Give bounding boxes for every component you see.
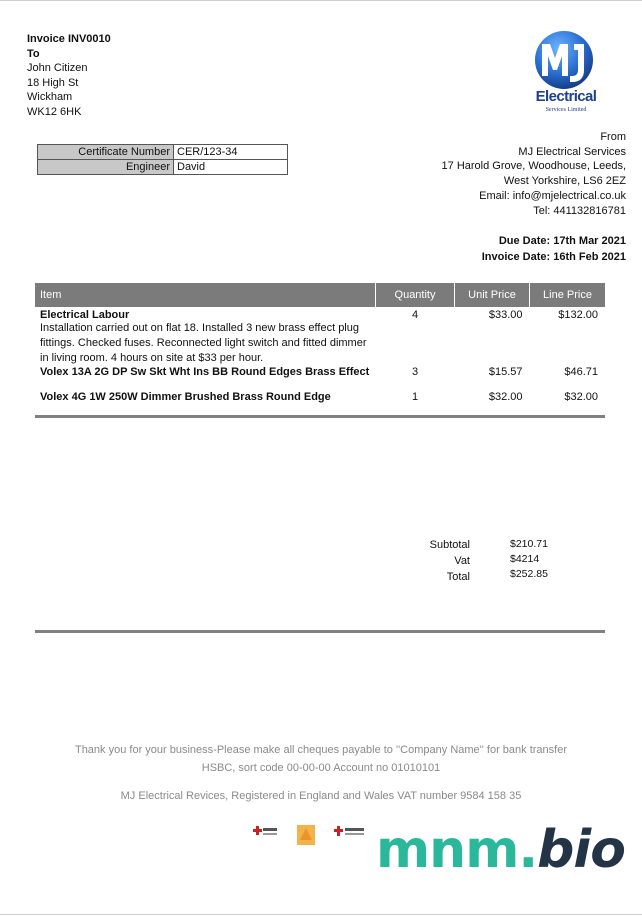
due-date: Due Date: 17th Mar 2021	[498, 235, 626, 247]
engineer-value: David	[174, 160, 288, 175]
footer-registration: MJ Electrical Revices, Registered in England and Wales VAT number 9584 158 35	[120, 790, 522, 802]
certificate-row	[38, 145, 288, 160]
vat-label: Vat	[454, 555, 470, 567]
company-logo	[528, 30, 604, 120]
totals-labels	[400, 537, 470, 585]
dates-block	[482, 234, 626, 265]
header-item: Item	[35, 283, 376, 307]
header-quantity: Quantity	[376, 283, 455, 307]
watermark-part2: bio	[537, 820, 625, 880]
from-block	[442, 130, 626, 218]
logo-subtitle: Services Limited	[545, 107, 587, 113]
customer-name: John Citizen	[27, 62, 88, 74]
item-quantity: 3	[411, 366, 419, 378]
logo-wordmark: Electrical	[535, 88, 597, 105]
item-line-price: $32.00	[564, 391, 598, 403]
header-unit-price: Unit Price	[455, 283, 530, 307]
items-divider	[35, 415, 605, 418]
item-unit-price: $33.00	[488, 309, 523, 321]
bottom-border	[0, 914, 642, 915]
item-line-price: $46.71	[564, 366, 598, 378]
invoice-date: Invoice Date: 16th Feb 2021	[481, 250, 626, 263]
customer-street: 18 High St	[27, 76, 79, 89]
item-line-price: $132.00	[558, 309, 598, 321]
customer-town: Wickham	[27, 91, 73, 103]
company-email: Email: info@mjelectrical.co.uk	[479, 189, 626, 202]
company-phone: Tel: 441132816781	[533, 204, 626, 217]
total-value: $252.85	[510, 568, 548, 580]
line-items-table	[35, 283, 605, 416]
item-quantity: 1	[411, 391, 419, 403]
from-label: From	[600, 131, 626, 143]
subtotal-label: Subtotal	[429, 539, 470, 551]
bill-to-block	[27, 32, 111, 119]
table-header-row	[35, 283, 605, 307]
invoice-number: Invoice INV0010	[27, 33, 111, 45]
engineer-row	[38, 160, 288, 175]
item-name: Volex 4G 1W 250W Dimmer Brushed Brass Round Edge	[40, 391, 331, 403]
registration-badge-icon	[334, 824, 366, 840]
item-name: Electrical Labour	[40, 309, 130, 321]
engineer-label: Engineer	[38, 160, 174, 175]
table-row	[35, 307, 605, 366]
logo-globe-icon	[528, 30, 604, 90]
company-address-1: 17 Harold Grove, Woodhouse, Leeds,	[441, 160, 626, 173]
company-name: MJ Electrical Services	[518, 145, 626, 158]
table-row	[35, 391, 605, 416]
footer-thanks: Thank you for your business-Please make all cheques payable to ''Company Name'' for bank transfer	[74, 744, 568, 756]
item-unit-price: $15.57	[488, 366, 523, 378]
footer-bank: HSBC, sort code 00-00-00 Account no 01010101	[201, 762, 441, 774]
table-row	[35, 366, 605, 391]
header-line-price: Line Price	[530, 283, 606, 307]
totals-divider	[35, 630, 605, 633]
item-unit-price: $32.00	[488, 391, 523, 403]
totals-values	[510, 537, 590, 582]
watermark	[376, 820, 625, 880]
item-quantity: 4	[411, 309, 419, 321]
certificate-number-label: Certificate Number	[38, 145, 174, 160]
customer-postcode: WK12 6HK	[27, 105, 82, 118]
certificate-table	[37, 144, 288, 175]
certificate-number-value: CER/123-34	[174, 145, 288, 160]
total-label: Total	[446, 571, 470, 583]
item-note: Installation carried out on flat 18. Installed 3 new brass effect plug fittings. Checked fuses. Reconnected light switch and fitted dimmer in living room. 4 hours on site at $33 per hour.	[40, 322, 367, 364]
watermark-part1: mnm.	[376, 820, 538, 880]
accreditation-badge-icon	[253, 824, 279, 840]
to-label: To	[27, 47, 40, 60]
top-border	[0, 0, 642, 1]
item-name: Volex 13A 2G DP Sw Skt Wht Ins BB Round Edges Brass Effect	[40, 366, 370, 378]
company-address-2: West Yorkshire, LS6 2EZ	[503, 175, 626, 188]
certification-logo-icon	[296, 824, 316, 846]
item-cell	[35, 307, 376, 366]
vat-value: $4214	[510, 553, 540, 565]
subtotal-value: $210.71	[510, 538, 548, 550]
